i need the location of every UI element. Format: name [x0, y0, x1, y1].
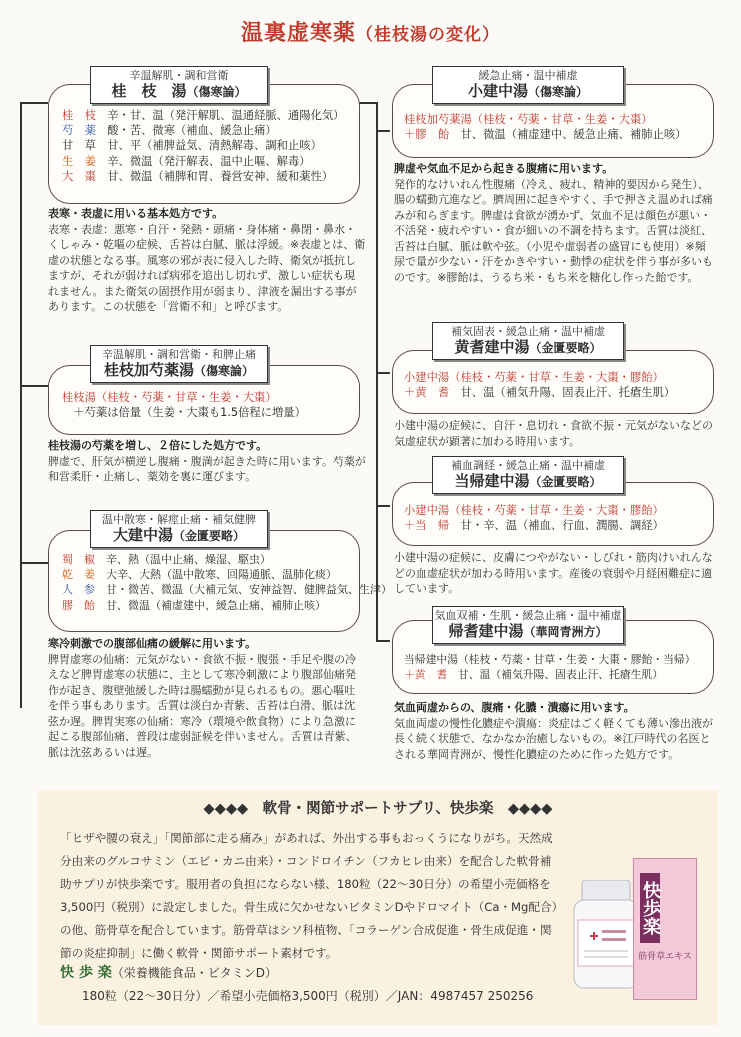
ingredient-row: 乾 姜 大辛、大熱（温中散寒、回陽通脈、温肺化痰） — [62, 568, 337, 582]
product-price-line: 180粒（22～30日分）／希望小売価格3,500円（税別）／JAN：4987457 250256 — [82, 989, 534, 1003]
tree-branch — [20, 562, 48, 564]
ingredient-row: 大 棗 甘、微温（補脾和胃、養営安神、緩和薬性） — [62, 169, 334, 183]
formula-description: 桂枝湯の芍薬を増し、２倍にした処方です。 脾虚で、肝気が横逆し腹痛・腹満が起きた時に用います。芍薬が和営柔肝・止痛し、薬効を裏に運びます。 — [48, 439, 366, 483]
tree-branch — [376, 505, 390, 507]
product-package-image: 快歩楽 筋骨草エキス — [633, 858, 697, 1000]
ingredient-row: ＋芍薬は倍量（生姜・大棗も1.5倍程に増量） — [62, 406, 306, 420]
product-section-title: ◆◆◆◆ 軟骨・関節サポートサプリ、快歩楽 ◆◆◆◆ — [203, 801, 553, 817]
ingredient-row: 甘 草 甘、平（補脾益気、清熱解毒、調和止咳） — [62, 139, 322, 153]
ingredient-list — [62, 108, 344, 184]
product-description: 「ヒザや腰の衰え」「関節部に走る痛み」があれば、外出する事もおっくうになりがち。天然成分由来のグルコサミン（エビ・カニ由来）・コンドロイチン（フカヒレ由来）を配合した軟骨補助サプリが快歩楽です。服用者の負担にならない様、180粒（22～30日分）の希望小売価格を3,500円（税別）に設定しました。骨生成に欠かせないビタミンDやドロマイト（Ca・Mg配合）の他、筋骨草を配合しています。筋骨草はシソ科植物、「コラーゲン合成促進・骨生成促進・関節の炎症抑制」に働く軟骨・関節サポート素材です。 — [60, 831, 558, 960]
ingredient-row: 小建中湯（桂枝・芍薬・甘草・生姜・大棗・膠飴） — [404, 371, 664, 384]
formula-description: 表寒・表虚に用いる基本処方です。 表寒・表虚：悪寒・自汗・発熱・頭痛・身体痛・鼻閉・鼻水・くしゃみ・乾嘔の症候、舌苔は白膩、脈は浮緩。※表虚とは、衛虚の状態となる事。風寒の邪が表に侵入した時、衛気が抵抗しますが、それが弱ければ病邪を追出し切れず、激しい症状も現れません。また衛気の固摂作用が弱まり、津液を漏出する事があります。この状態を「営衛不和」と呼びます。 — [48, 207, 366, 313]
tree-branch — [376, 130, 390, 132]
tree-branch — [20, 102, 48, 104]
tree-line-left — [20, 102, 22, 708]
ingredient-list — [404, 503, 664, 533]
tree-branch — [376, 372, 390, 374]
ingredient-row: 桂枝加芍薬湯（桂枝・芍薬・甘草・生姜・大棗） — [404, 113, 653, 126]
ingredient-row: ＋当 帰 甘・辛、温（補血、行血、潤腸、調経） — [404, 519, 664, 533]
formula-header: 補気固表・緩急止痛・温中補虚 黄耆建中湯（金匱要略） — [432, 322, 624, 360]
ingredient-row: 生 姜 辛、微温（発汗解表、温中止嘔、解毒） — [62, 154, 311, 168]
page-title: 温裏虚寒薬（桂枝湯の変化） — [240, 20, 500, 46]
formula-description: 小建中湯の症候に、自汗・息切れ・食欲不振・元気がないなどの気虚症状が顕著に加わる時用います。 — [394, 419, 713, 448]
tree-branch — [20, 385, 48, 387]
ingredient-row: ＋黄 耆 甘、温（補気升陽、固表止汗、托瘡生肌） — [404, 668, 664, 682]
ingredient-row: 膠 飴 甘、微温（補虚建中、緩急止痛、補肺止咳） — [62, 598, 326, 612]
ingredient-list — [404, 370, 675, 400]
formula-description: 寒冷刺激での腹部仙痛の緩解に用います。 脾胃虚寒の仙痛：元気がない・食欲不振・腹張・手足や腹の冷えなど脾胃虚寒の状態に、主として寒冷刺激により腹部仙痛発作が起き、腹壁弛緩した時は腸蠕動が見られるもの。悪心嘔吐を伴う事もあります。舌質は淡白か青紫、舌苔は白滑、脈は沈弦か遅。脾胃実寒の仙痛：寒冷（環境や飲食物）により急激に起こる腹部仙痛、普段は虚弱証候を伴いません。舌質は青紫、脈は沈弦あるいは遅。 — [48, 637, 357, 759]
tree-branch — [358, 102, 376, 104]
formula-header: 補血調経・緩急止痛・温中補虚 当帰建中湯（金匱要略） — [432, 456, 624, 494]
ingredient-row: 桂 枝 辛・甘、温（発汗解肌、温通経脈、通陽化気） — [62, 109, 345, 122]
tree-branch — [376, 640, 390, 642]
product-bottle-image — [570, 880, 642, 990]
ingredient-row: 当帰建中湯（桂枝・芍薬・甘草・生姜・大棗・膠飴・当帰） — [404, 653, 696, 666]
ingredient-row: 人 参 甘・微苦、微温（大補元気、安神益智、健脾益気、生津） — [62, 583, 392, 597]
ingredient-row: 芍 薬 酸・苦、微寒（補血、緩急止痛） — [62, 124, 277, 138]
formula-description: 小建中湯の症候に、皮膚につやがない・しびれ・筋肉けいれんなどの血虚症状が加わる時用います。産後の衰弱や月経困難症に適しています。 — [394, 551, 713, 595]
ingredient-list — [62, 552, 392, 613]
formula-header: 辛温解肌・調和営衛 桂 枝 湯（傷寒論） — [90, 66, 268, 104]
ingredient-row: 小建中湯（桂枝・芍薬・甘草・生姜・大棗・膠飴） — [404, 504, 664, 517]
ingredient-list — [62, 390, 306, 420]
ingredient-row: ＋膠 飴 甘、微温（補虚建中、緩急止痛、補肺止咳） — [404, 128, 687, 142]
formula-header: 辛温解肌・調和営衛・和脾止痛 桂枝加芍薬湯（傷寒論） — [90, 345, 268, 383]
ingredient-list — [404, 112, 686, 142]
ingredient-row: ＋黄 耆 甘、温（補気升陽、固表止汗、托瘡生肌） — [404, 386, 676, 400]
formula-description: 気血両虚からの、腹痛・化膿・潰瘍に用います。 気血両虚の慢性化膿症や潰瘍：炎症はごく軽くても薄い滲出液が長く続く状態で、なかなか治癒しないもの。※江戸時代の名医とされる華岡青洲が、慢性化膿症のために作った処方です。 — [394, 701, 713, 761]
formula-header: 緩急止痛・温中補虚 小建中湯（傷寒論） — [432, 66, 624, 104]
product-name: 快 歩 楽（栄養機能食品・ビタミンD） — [60, 965, 277, 981]
formula-header: 温中散寒・解痙止痛・補気健脾 大建中湯（金匱要略） — [90, 510, 268, 548]
ingredient-list — [404, 652, 696, 682]
ingredient-row: 桂枝湯（桂枝・芍薬・甘草・生姜・大棗） — [62, 391, 277, 404]
formula-header: 気血双補・生肌・緩急止痛・温中補虚 帰耆建中湯（華岡青洲方） — [432, 606, 624, 644]
ingredient-row: 蜀 椒 辛、熱（温中止痛、燥湿、駆虫） — [62, 553, 271, 566]
formula-description: 脾虚や気血不足から起きる腹痛に用います。 発作的なけいれん性腹痛（冷え、疲れ、精神的要因から発生）、腸の蠕動亢進など。臍周囲に起きやすく、手で押さえ温めれば痛みが和らぎます。脾虚は食欲が湧かず、気血不足は顔色が悪い・不活発・疲れやすい・食が細いの不調を持ちます。舌質は淡紅、舌苔は白膩、脈は軟や弦。（小児や虚弱者の盛冒にも使用）※頻尿で量が少ない・汗をかきやすい・動悸の症状を伴う事が多いものです。※膠飴は、うるち米・もち米を糖化し作った飴です。 — [394, 162, 713, 284]
